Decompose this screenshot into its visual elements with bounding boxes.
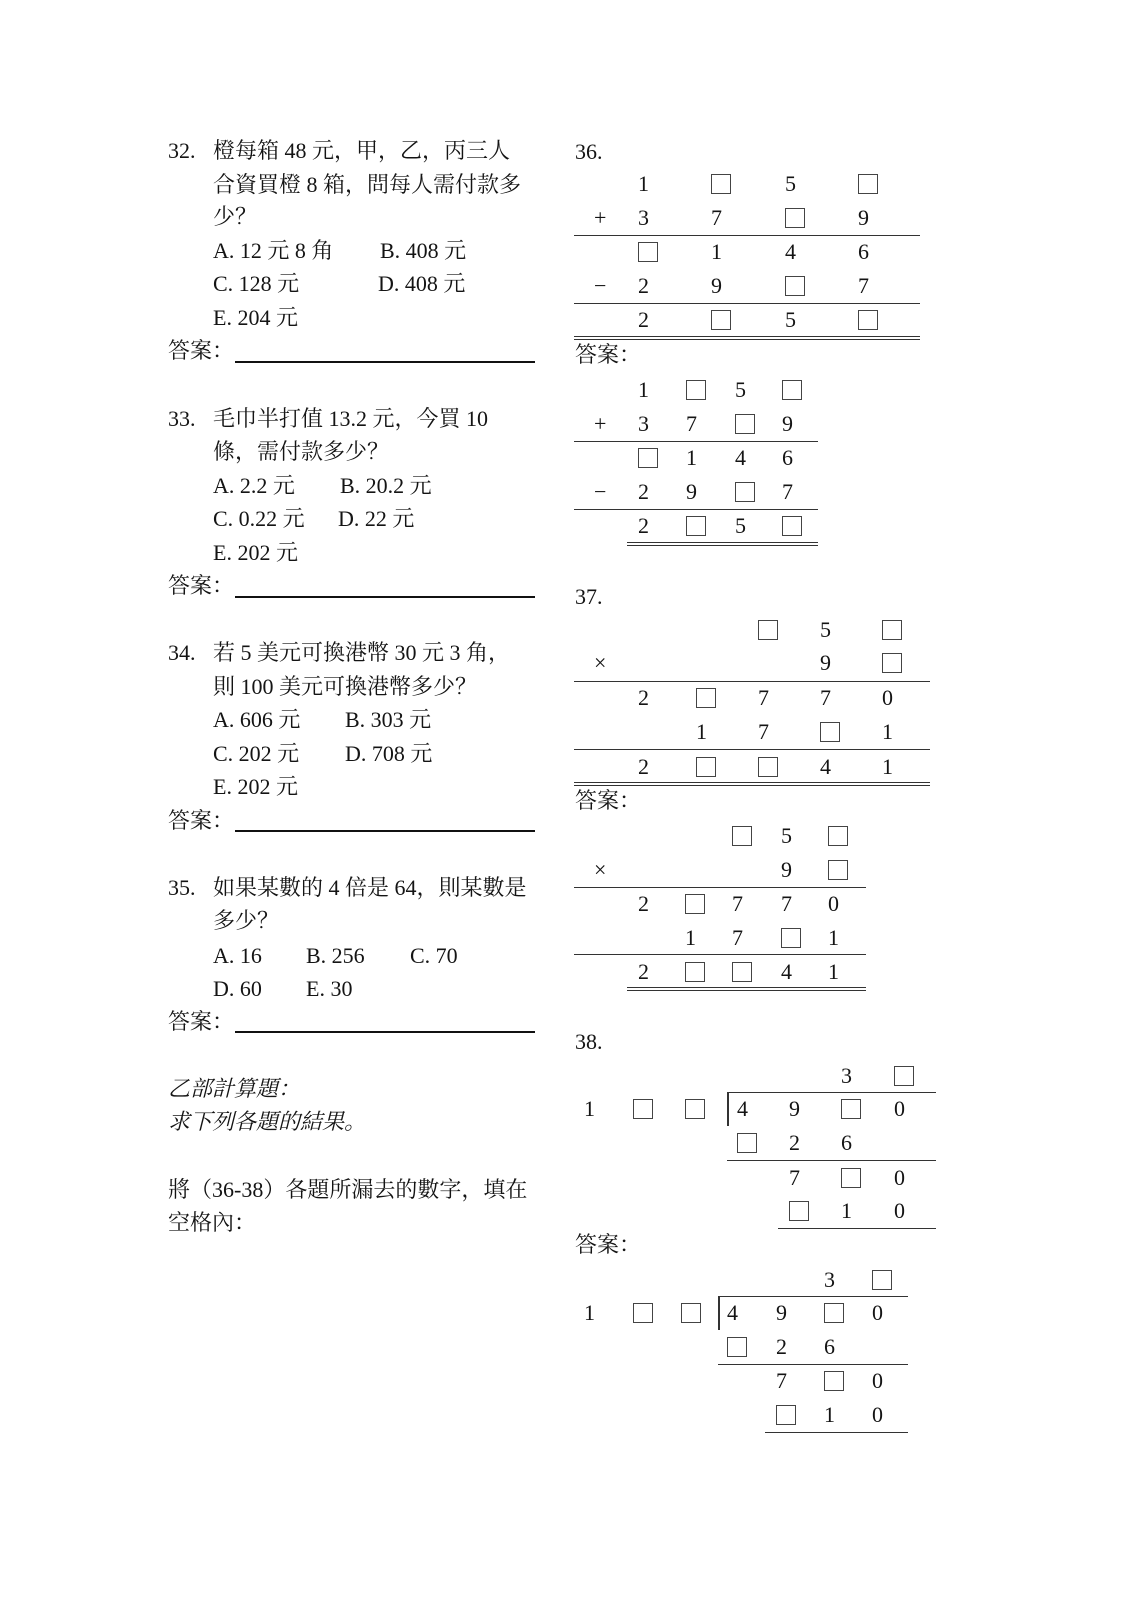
blank-answer-box (789, 1201, 809, 1221)
blank-answer-box (841, 1099, 861, 1119)
digit-cell: 7 (758, 719, 769, 744)
blank-answer-box (841, 1168, 861, 1188)
part-b-title: 乙部計算題： (168, 1076, 301, 1101)
rule-line (574, 303, 920, 304)
question-text-line: 少？ (213, 204, 258, 229)
digit-cell: 6 (841, 1130, 852, 1155)
question-text-line: 如果某數的 4 倍是 64，則某數是 (213, 875, 527, 900)
digit-cell: 7 (858, 273, 869, 298)
digit-cell: 0 (882, 685, 893, 710)
digit-cell: 0 (872, 1300, 883, 1325)
puzzle-36-answer-label: 答案： (575, 342, 642, 367)
digit-cell: 5 (820, 617, 831, 642)
blank-answer-box (781, 928, 801, 948)
part-b-subtitle: 求下列各題的結果。 (168, 1109, 367, 1134)
digit-cell: 1 (696, 719, 707, 744)
double-rule-line (574, 782, 930, 786)
times-sign: × (594, 650, 607, 675)
digit-cell: 7 (820, 685, 831, 710)
blank-answer-box (685, 962, 705, 982)
part-b-instruction-line: 將（36-38）各題所漏去的數字，填在 (168, 1177, 528, 1202)
blank-answer-box (638, 448, 658, 468)
digit-cell: 0 (872, 1368, 883, 1393)
question-text-line: 毛巾半打值 13.2 元，今買 10 (213, 406, 489, 431)
digit-cell: 3 (638, 411, 649, 436)
digit-cell: 9 (686, 479, 697, 504)
blank-answer-box (735, 482, 755, 502)
digit-cell: 1 (824, 1402, 835, 1427)
digit-cell: 1 (638, 377, 649, 402)
digit-cell: 0 (828, 891, 839, 916)
option-b: B. 256 (306, 943, 365, 968)
digit-cell: 9 (820, 650, 831, 675)
minus-sign: − (594, 273, 607, 298)
rule-line (574, 887, 866, 888)
digit-cell: 4 (735, 445, 746, 470)
plus-sign: + (594, 411, 607, 436)
digit-cell: 5 (735, 377, 746, 402)
rule-line (778, 1228, 936, 1229)
digit-cell: 7 (789, 1165, 800, 1190)
part-b-instruction-line: 空格內： (168, 1210, 257, 1235)
minus-sign: − (594, 479, 607, 504)
option-c: C. 202 元 (213, 741, 300, 766)
blank-answer-box (894, 1066, 914, 1086)
blank-answer-box (785, 276, 805, 296)
digit-cell: 9 (858, 205, 869, 230)
rule-line (574, 235, 920, 236)
question-number: 33. (168, 406, 196, 431)
option-a: A. 16 (213, 943, 262, 968)
digit-cell: 2 (789, 1130, 800, 1155)
digit-cell: 2 (638, 513, 649, 538)
rule-line (574, 681, 930, 682)
option-e: E. 202 元 (213, 774, 298, 799)
digit-cell: 5 (785, 307, 796, 332)
rule-line (574, 954, 866, 955)
blank-answer-box (681, 1303, 701, 1323)
rule-line (765, 1432, 908, 1433)
double-rule-line (574, 336, 920, 340)
digit-cell: 2 (638, 307, 649, 332)
digit-cell: 1 (685, 925, 696, 950)
blank-answer-box (732, 826, 752, 846)
rule-line (574, 749, 930, 750)
question-text-line: 條，需付款多少？ (213, 439, 390, 464)
option-c: C. 0.22 元 (213, 506, 305, 531)
option-e: E. 30 (306, 976, 353, 1001)
division-bracket (718, 1296, 720, 1330)
question-text-line: 多少？ (213, 908, 280, 933)
digit-cell: 7 (782, 479, 793, 504)
digit-cell: 9 (776, 1300, 787, 1325)
blank-answer-box (785, 208, 805, 228)
digit-cell: 1 (882, 719, 893, 744)
digit-cell: 5 (781, 823, 792, 848)
rule-line (727, 1092, 936, 1093)
option-c: C. 70 (410, 943, 458, 968)
option-e: E. 204 元 (213, 305, 298, 330)
blank-answer-box (696, 757, 716, 777)
rule-line (718, 1296, 908, 1297)
digit-cell: 6 (858, 239, 869, 264)
blank-answer-box (685, 1099, 705, 1119)
blank-answer-box (633, 1303, 653, 1323)
double-rule-line (627, 987, 866, 991)
times-sign: × (594, 857, 607, 882)
digit-cell: 4 (781, 959, 792, 984)
blank-answer-box (782, 380, 802, 400)
division-bracket (727, 1092, 729, 1126)
blank-answer-box (782, 516, 802, 536)
blank-answer-box (711, 174, 731, 194)
option-a: A. 606 元 (213, 707, 301, 732)
answer-label: 答案： (168, 1009, 235, 1034)
digit-cell: 2 (638, 891, 649, 916)
plus-sign: + (594, 205, 607, 230)
rule-line (574, 509, 818, 510)
option-e: E. 202 元 (213, 540, 298, 565)
option-a: A. 12 元 8 角 (213, 238, 334, 263)
digit-cell: 0 (894, 1198, 905, 1223)
blank-answer-box (737, 1133, 757, 1153)
digit-cell: 1 (686, 445, 697, 470)
blank-answer-box (696, 688, 716, 708)
answer-line (235, 361, 535, 363)
digit-cell: 4 (727, 1300, 738, 1325)
puzzle-38-answer-label: 答案： (575, 1232, 642, 1257)
option-d: D. 60 (213, 976, 262, 1001)
digit-cell: 0 (894, 1165, 905, 1190)
blank-answer-box (828, 826, 848, 846)
digit-cell: 3 (824, 1267, 835, 1292)
digit-cell: 4 (820, 754, 831, 779)
digit-cell: 3 (841, 1063, 852, 1088)
blank-answer-box (824, 1371, 844, 1391)
digit-cell: 1 (711, 239, 722, 264)
digit-cell: 1 (841, 1198, 852, 1223)
blank-answer-box (872, 1270, 892, 1290)
blank-answer-box (686, 516, 706, 536)
option-b: B. 408 元 (380, 238, 467, 263)
answer-line (235, 1031, 535, 1033)
option-b: B. 20.2 元 (340, 473, 432, 498)
blank-answer-box (758, 620, 778, 640)
digit-cell: 2 (638, 959, 649, 984)
blank-answer-box (820, 722, 840, 742)
digit-cell: 7 (781, 891, 792, 916)
blank-answer-box (828, 860, 848, 880)
puzzle-38-number: 38. (575, 1029, 603, 1054)
blank-answer-box (824, 1303, 844, 1323)
digit-cell: 1 (584, 1096, 595, 1121)
question-number: 34. (168, 640, 196, 665)
blank-answer-box (735, 414, 755, 434)
digit-cell: 7 (686, 411, 697, 436)
question-number: 35. (168, 875, 196, 900)
digit-cell: 6 (782, 445, 793, 470)
digit-cell: 2 (638, 273, 649, 298)
digit-cell: 0 (872, 1402, 883, 1427)
question-number: 32. (168, 138, 196, 163)
digit-cell: 5 (785, 171, 796, 196)
digit-cell: 9 (711, 273, 722, 298)
blank-answer-box (633, 1099, 653, 1119)
puzzle-36-number: 36. (575, 139, 603, 164)
answer-label: 答案： (168, 808, 235, 833)
blank-answer-box (727, 1337, 747, 1357)
question-text-line: 合資買橙 8 箱，問每人需付款多 (213, 172, 522, 197)
rule-line (718, 1364, 908, 1365)
question-text-line: 則 100 美元可換港幣多少？ (213, 674, 478, 699)
digit-cell: 7 (732, 891, 743, 916)
option-d: D. 708 元 (345, 741, 433, 766)
option-c: C. 128 元 (213, 271, 300, 296)
double-rule-line (627, 542, 818, 546)
answer-line (235, 830, 535, 832)
question-text-line: 若 5 美元可換港幣 30 元 3 角， (213, 640, 511, 665)
option-d: D. 22 元 (338, 506, 415, 531)
blank-answer-box (858, 310, 878, 330)
option-d: D. 408 元 (378, 271, 466, 296)
digit-cell: 7 (711, 205, 722, 230)
blank-answer-box (882, 620, 902, 640)
rule-line (574, 441, 818, 442)
blank-answer-box (638, 242, 658, 262)
puzzle-37-number: 37. (575, 584, 603, 609)
option-b: B. 303 元 (345, 707, 432, 732)
rule-line (727, 1160, 936, 1161)
answer-label: 答案： (168, 573, 235, 598)
digit-cell: 4 (785, 239, 796, 264)
digit-cell: 5 (735, 513, 746, 538)
blank-answer-box (732, 962, 752, 982)
digit-cell: 2 (638, 479, 649, 504)
digit-cell: 9 (789, 1096, 800, 1121)
digit-cell: 7 (776, 1368, 787, 1393)
digit-cell: 4 (737, 1096, 748, 1121)
digit-cell: 1 (828, 959, 839, 984)
digit-cell: 2 (776, 1334, 787, 1359)
puzzle-37-answer-label: 答案： (575, 788, 642, 813)
digit-cell: 9 (782, 411, 793, 436)
digit-cell: 1 (882, 754, 893, 779)
digit-cell: 2 (638, 685, 649, 710)
digit-cell: 0 (894, 1096, 905, 1121)
blank-answer-box (685, 894, 705, 914)
blank-answer-box (858, 174, 878, 194)
answer-label: 答案： (168, 338, 235, 363)
digit-cell: 9 (781, 857, 792, 882)
digit-cell: 2 (638, 754, 649, 779)
digit-cell: 7 (732, 925, 743, 950)
digit-cell: 3 (638, 205, 649, 230)
option-a: A. 2.2 元 (213, 473, 295, 498)
blank-answer-box (686, 380, 706, 400)
digit-cell: 7 (758, 685, 769, 710)
blank-answer-box (758, 757, 778, 777)
question-text-line: 橙每箱 48 元，甲，乙，丙三人 (213, 138, 511, 163)
answer-line (235, 596, 535, 598)
digit-cell: 1 (584, 1300, 595, 1325)
blank-answer-box (711, 310, 731, 330)
blank-answer-box (776, 1405, 796, 1425)
blank-answer-box (882, 653, 902, 673)
digit-cell: 1 (828, 925, 839, 950)
digit-cell: 6 (824, 1334, 835, 1359)
digit-cell: 1 (638, 171, 649, 196)
